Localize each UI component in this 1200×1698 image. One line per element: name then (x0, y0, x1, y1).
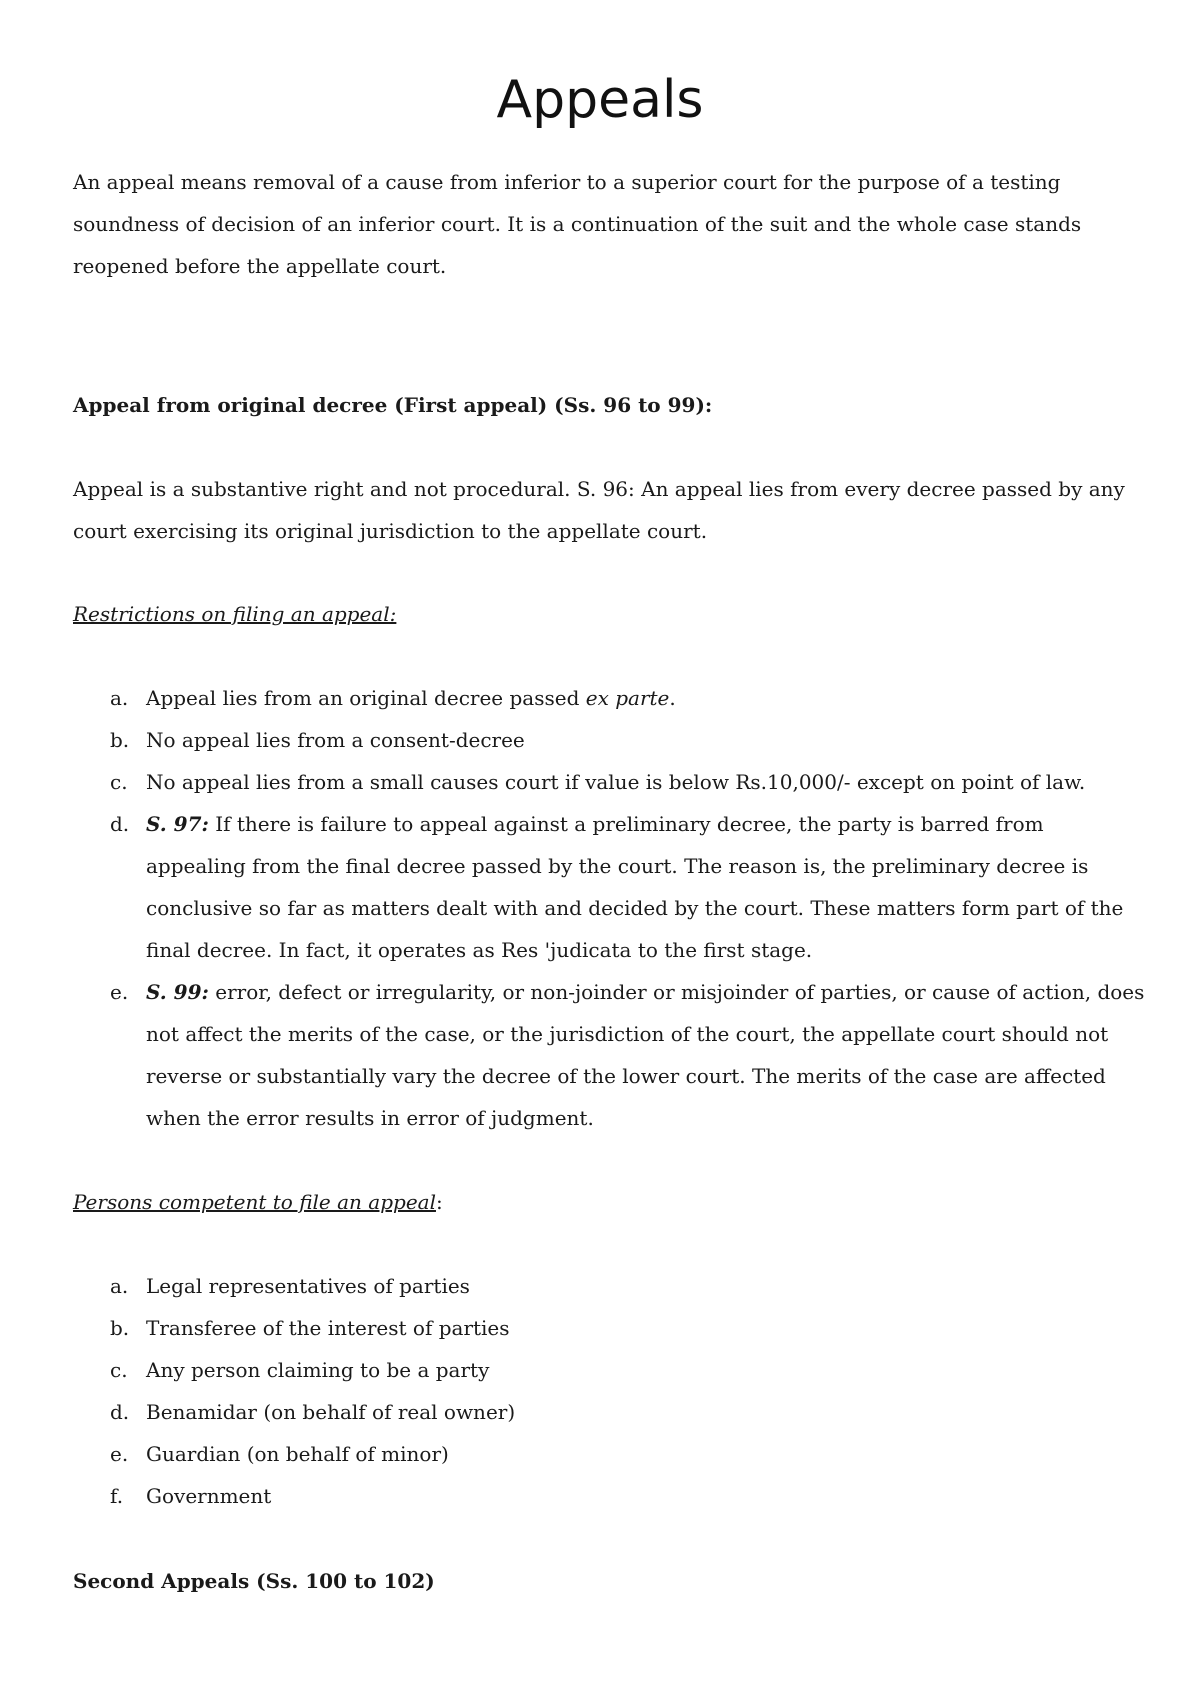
list-item (73, 1391, 1148, 1433)
list-item (73, 1265, 1148, 1307)
list-marker: b. (110, 1316, 130, 1340)
list-item-text: If there is failure to appeal against a preliminary decree, the party is barred from appealing from the final decree passed by the court. The reason is, the preliminary decree is conclusive so far as matters dealt with and decided by the court. These matters form part of the final decree. In fact, it operates as Res 'judicata to the first stage. (146, 812, 1124, 962)
list-item (73, 1307, 1148, 1349)
list-marker: c. (110, 1358, 128, 1382)
list-marker: e. (110, 980, 129, 1004)
list-item (73, 719, 1148, 761)
list-marker: d. (110, 812, 130, 836)
list-marker: b. (110, 728, 130, 752)
persons-heading (73, 1181, 1148, 1223)
restrictions-heading-text: Restrictions on filing an appeal: (73, 602, 397, 626)
list-item (73, 1475, 1148, 1517)
second-appeals-heading: Second Appeals (Ss. 100 to 102) (73, 1569, 435, 1593)
list-marker: d. (110, 1400, 130, 1424)
list-marker: a. (110, 686, 129, 710)
list-item-tail: . (669, 686, 676, 710)
list-item-text: error, defect or irregularity, or non-joinder or misjoinder of parties, or cause of action, does not affect the merits of the case, or the jurisdiction of the court, the appellate court should not reverse or substantially vary the decree of the lower court. The merits of the case are affected when the error results in error of judgment. (146, 980, 1145, 1130)
persons-heading-text: Persons competent to file an appeal (73, 1190, 436, 1214)
intro-paragraph: An appeal means removal of a cause from inferior to a superior court for the purpose of a testing soundness of decision of an inferior court. It is a continuation of the suit and the whole case stands reopened before the appellate court. (73, 170, 1082, 278)
list-item-text: Benamidar (on behalf of real owner) (146, 1400, 516, 1424)
restrictions-list (73, 677, 1148, 1139)
restrictions-heading (73, 593, 1148, 635)
list-marker: c. (110, 770, 128, 794)
list-item (73, 1433, 1148, 1475)
first-appeal-heading: Appeal from original decree (First appeal) (Ss. 96 to 99): (73, 393, 713, 417)
list-item-text: Government (146, 1484, 272, 1508)
section-reference: S. 99: (146, 980, 209, 1004)
list-marker: e. (110, 1442, 129, 1466)
list-item-text: Appeal lies from an original decree passed (146, 686, 586, 710)
list-item (73, 761, 1148, 803)
first-appeal-paragraph: Appeal is a substantive right and not procedural. S. 96: An appeal lies from every decree passed by any court exercising its original jurisdiction to the appellate court. (73, 477, 1125, 543)
list-item-text: Transferee of the interest of parties (146, 1316, 510, 1340)
list-item-text: No appeal lies from a consent-decree (146, 728, 525, 752)
list-item (73, 1349, 1148, 1391)
list-marker: f. (110, 1484, 124, 1508)
persons-list (73, 1265, 1148, 1517)
document-title: Appeals (496, 70, 704, 130)
list-item-text: Any person claiming to be a party (146, 1358, 490, 1382)
persons-heading-suffix: : (435, 1190, 443, 1214)
list-item (73, 971, 1148, 1139)
list-marker: a. (110, 1274, 129, 1298)
list-item-italic: ex parte (585, 686, 670, 710)
list-item-text: Guardian (on behalf of minor) (146, 1442, 449, 1466)
list-item (73, 803, 1148, 971)
list-item (73, 677, 1148, 719)
section-reference: S. 97: (146, 812, 209, 836)
list-item-text: Legal representatives of parties (146, 1274, 470, 1298)
list-item-text: No appeal lies from a small causes court if value is below Rs.10,000/- except on point of law. (146, 770, 1086, 794)
